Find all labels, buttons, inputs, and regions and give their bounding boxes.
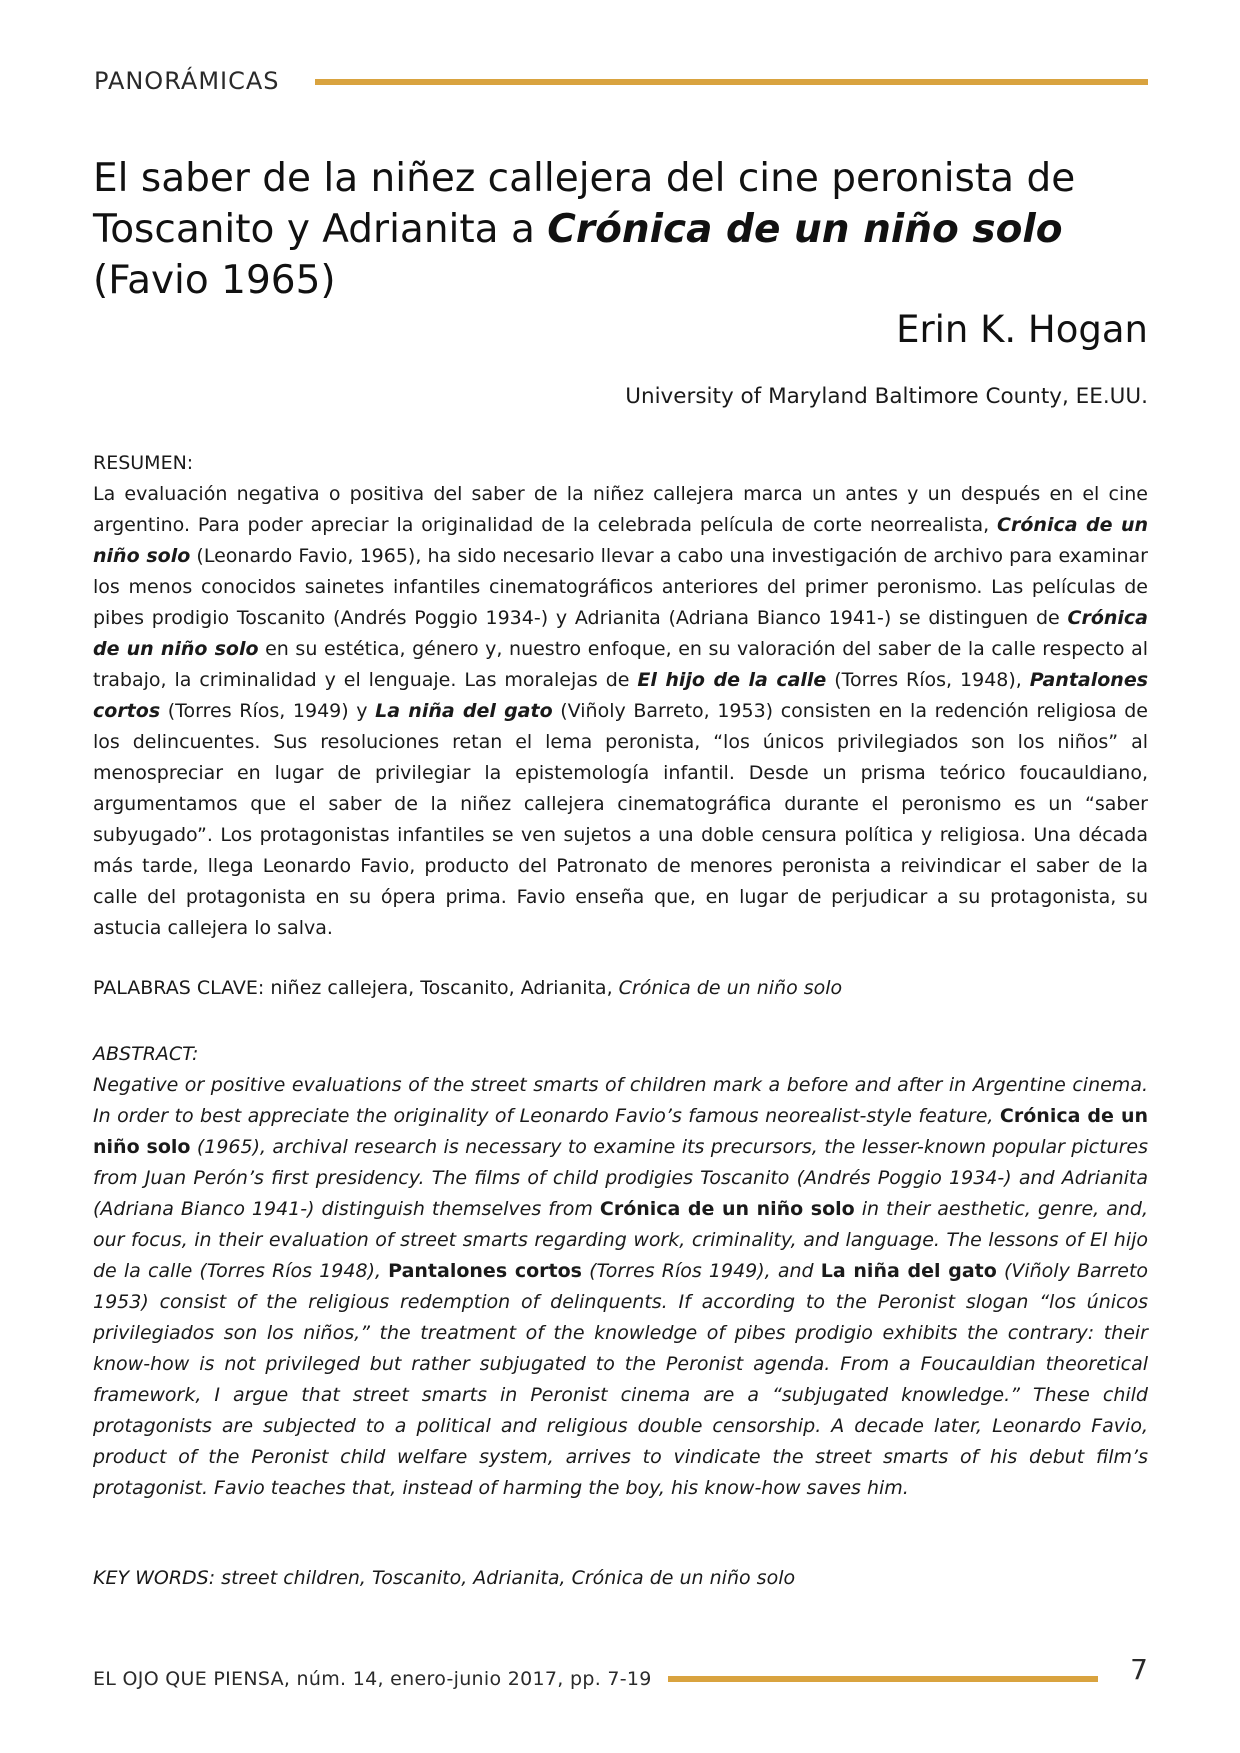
film-title: Crónica de un niño solo	[93, 607, 1148, 660]
resumen-text: (Torres Ríos, 1949) y	[160, 700, 376, 722]
abstract-text: (1965), archival research is necessary to examine its precursors, the lesser-known popular pictures from Juan Perón’s first presidency. The films of child prodigies Toscanito (Andrés Poggio 1934-) and Adrianita (Adriana Bianco 1941-) distinguish themselves from	[93, 1136, 1148, 1220]
resumen-text: (Viñoly Barreto, 1953) consisten en la redención religiosa de los delincuentes. Sus resoluciones retan el lema peronista, “los únicos privilegiados son los niños” al menospreciar en lugar de privilegiar la epistemología infantil. Desde un prisma teórico foucauldiano, argumentamos que el saber de la niñez callejera cinematográfica durante el peronismo es un “saber subyugado”. Los protagonistas infantiles se ven sujetos a una doble censura política y religiosa. Una década más tarde, llega Leonardo Favio, producto del Patronato de menores peronista a reivindicar el saber de la calle del protagonista en su ópera prima. Favio enseña que, en lugar de perjudicar a su protagonista, su astucia callejera lo salva.	[93, 700, 1148, 939]
article-title	[93, 153, 1153, 306]
title-line-2: Toscanito y Adrianita a	[93, 207, 548, 252]
author-affiliation: University of Maryland Baltimore County, EE.UU.	[625, 384, 1148, 409]
page-number: 7	[1130, 1653, 1148, 1686]
resumen-text: La evaluación negativa o positiva del saber de la niñez callejera marca un antes y un después en el cine argentino. Para poder apreciar la originalidad de la celebrada película de corte neorrealista,	[93, 483, 1148, 536]
film-title: Crónica de un niño solo	[93, 514, 1148, 567]
title-line-1: El saber de la niñez callejera del cine peronista de	[93, 156, 1076, 201]
film-title: Crónica de un niño solo	[93, 1105, 1148, 1158]
footer-accent-rule	[668, 1676, 1098, 1682]
palabras-clave-film: Crónica de un niño solo	[618, 977, 843, 999]
abstract-section	[93, 1039, 1148, 1504]
title-film-name: Crónica de un niño solo	[547, 207, 1063, 252]
resumen-heading: RESUMEN:	[93, 452, 194, 474]
abstract-text: (Viñoly Barreto 1953) consist of the religious redemption of delinquents. If according to the Peronist slogan “los únicos privilegiados son los niños,” the treatment of the knowledge of pibes prodigio exhibits the contrary: their know-how is not privileged but rather subjugated to the Peronist agenda. From a Foucauldian theoretical framework, I argue that street smarts in Peronist cinema are a “subjugated knowledge.” These child protagonists are subjected to a political and religious double censorship. A decade later, Leonardo Favio, product of the Peronist child welfare system, arrives to vindicate the street smarts of his debut film’s protagonist. Favio teaches that, instead of harming the boy, his know-how saves him.	[93, 1260, 1149, 1499]
header-accent-rule	[315, 79, 1148, 85]
film-title: El hijo de la calle	[637, 669, 827, 691]
author-name: Erin K. Hogan	[896, 308, 1148, 351]
film-title: La niña del gato	[375, 700, 553, 722]
palabras-clave-terms: niñez callejera, Toscanito, Adrianita,	[264, 977, 619, 999]
title-line-3: (Favio 1965)	[93, 258, 336, 303]
abstract-text: in their aesthetic, genre, and, our focus, in their evaluation of street smarts regarding work, criminality, and language. The lessons of El hijo de la calle (Torres Ríos 1948),	[93, 1198, 1148, 1282]
resumen-section	[93, 448, 1148, 944]
film-title: Pantalones cortos	[93, 669, 1149, 722]
palabras-clave	[93, 973, 842, 1004]
resumen-text: (Torres Ríos, 1948),	[826, 669, 1030, 691]
section-label: PANORÁMICAS	[94, 67, 280, 95]
abstract-text: Negative or positive evaluations of the street smarts of children mark a before and after in Argentine cinema. In order to best appreciate the originality of Leonardo Favio’s famous neorealist-style feature,	[93, 1074, 1148, 1127]
palabras-clave-label: PALABRAS CLAVE:	[93, 977, 265, 999]
abstract-heading: ABSTRACT:	[93, 1043, 199, 1065]
film-title: Pantalones cortos	[388, 1260, 582, 1282]
film-title: La niña del gato	[820, 1260, 997, 1282]
resumen-text: en su estética, género y, nuestro enfoque, en su valoración del saber de la calle respecto al trabajo, la criminalidad y el lenguaje. Las moralejas de	[93, 638, 1148, 691]
film-title: Crónica de un niño solo	[599, 1198, 855, 1220]
resumen-text: (Leonardo Favio, 1965), ha sido necesario llevar a cabo una investigación de archivo para examinar los menos conocidos sainetes infantiles cinematográficos anteriores del primer peronismo. Las películas de pibes prodigio Toscanito (Andrés Poggio 1934-) y Adrianita (Adriana Bianco 1941-) se distinguen de	[93, 545, 1148, 629]
key-words: KEY WORDS: street children, Toscanito, Adrianita, Crónica de un niño solo	[93, 1567, 796, 1589]
abstract-text: (Torres Ríos 1949), and	[581, 1260, 821, 1282]
journal-citation: EL OJO QUE PIENSA, núm. 14, enero-junio 2017, pp. 7-19	[93, 1668, 652, 1690]
